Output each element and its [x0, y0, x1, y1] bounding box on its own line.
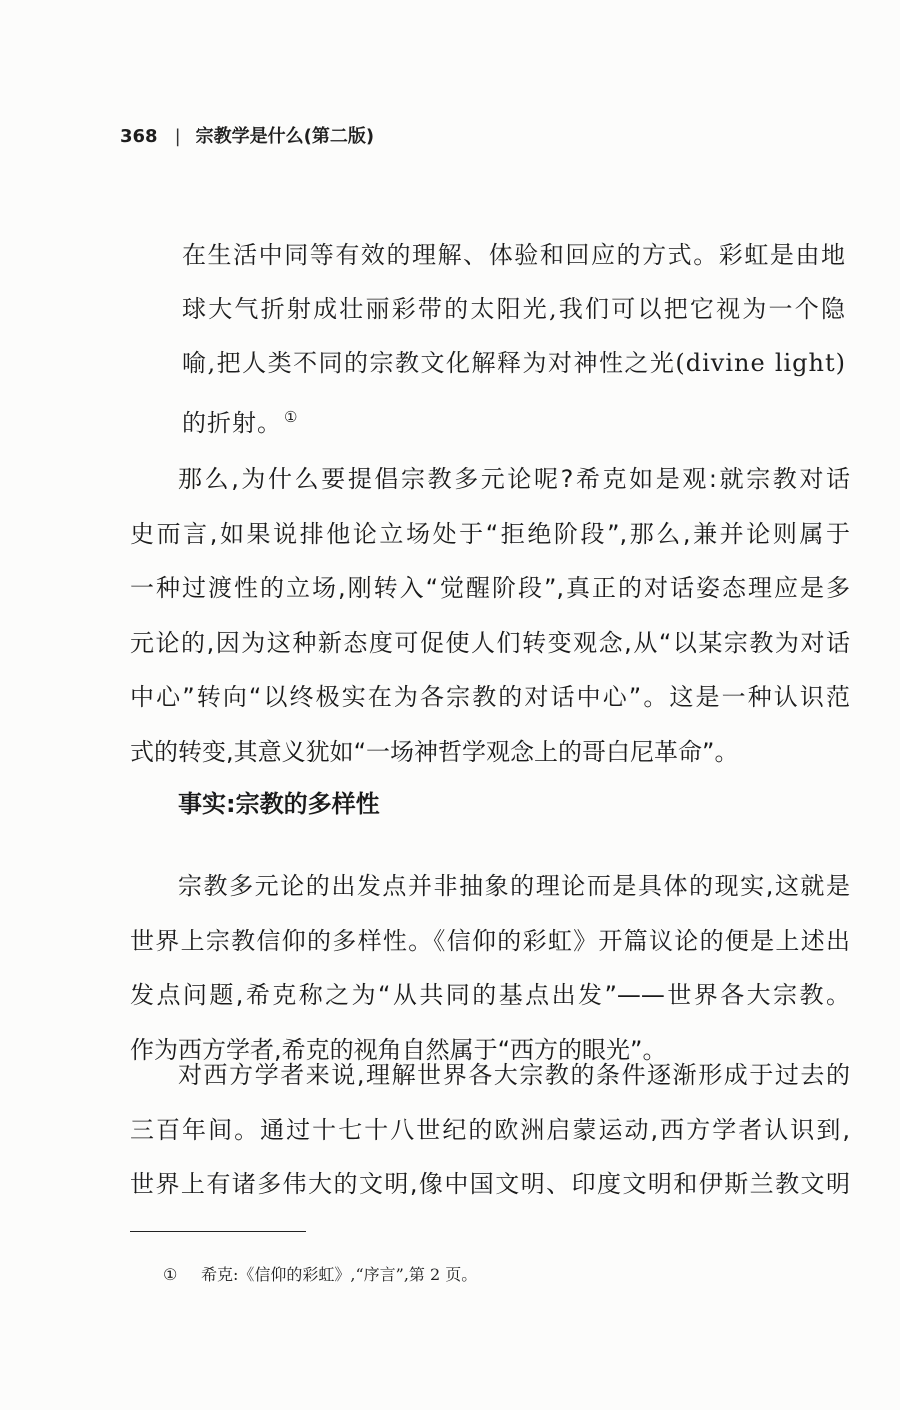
- paragraph-line: 史而言,如果说排他论立场处于“拒绝阶段”,那么,兼并论则属于: [130, 519, 850, 548]
- section-heading: 事实:宗教的多样性: [178, 790, 380, 818]
- paragraph-line: 三百年间。通过十七十八世纪的欧洲启蒙运动,西方学者认识到,: [130, 1115, 850, 1144]
- paragraph-line: 中心”转向“以终极实在为各宗教的对话中心”。这是一种认识范: [130, 683, 850, 711]
- paragraph-line: 对西方学者来说,理解世界各大宗教的条件逐渐形成于过去的: [178, 1061, 850, 1089]
- book-title: 宗教学是什么(第二版): [195, 126, 375, 147]
- quote-line: 喻,把人类不同的宗教文化解释为对神性之光(divine light): [182, 349, 846, 377]
- quote-line: 在生活中同等有效的理解、体验和回应的方式。彩虹是由地: [182, 241, 846, 269]
- paragraph-line: 元论的,因为这种新态度可促使人们转变观念,从“以某宗教为对话: [130, 628, 850, 657]
- running-header: [120, 122, 374, 148]
- quote-line-text: 的折射。: [182, 409, 282, 437]
- paragraph-line: 世界上宗教信仰的多样性。《信仰的彩虹》开篇议论的便是上述出: [130, 926, 850, 955]
- header-separator: |: [174, 126, 181, 147]
- footnote-reference[interactable]: ①: [284, 408, 299, 426]
- paragraph: [130, 1048, 850, 1212]
- footnote-mark: ①: [163, 1265, 178, 1284]
- footnote-text: 希克:《信仰的彩虹》,“序言”,第 2 页。: [201, 1265, 478, 1284]
- paragraph-line: 作为西方学者,希克的视角自然属于“西方的眼光”。: [130, 1035, 667, 1064]
- footnote: [163, 1262, 477, 1285]
- quote-line-last: [182, 390, 846, 444]
- paragraph-line: 那么,为什么要提倡宗教多元论呢?希克如是观:就宗教对话: [178, 465, 850, 493]
- block-quote: [182, 228, 846, 444]
- paragraph-line: 式的转变,其意义犹如“一场神哲学观念上的哥白尼革命”。: [130, 737, 739, 766]
- paragraph-line: 一种过渡性的立场,刚转入“觉醒阶段”,真正的对话姿态理应是多: [130, 574, 850, 602]
- footnote-divider: [130, 1231, 306, 1232]
- paragraph: [130, 859, 850, 1077]
- paragraph-line: 发点问题,希克称之为“从共同的基点出发”——世界各大宗教。: [130, 981, 850, 1009]
- page-number: 368: [120, 126, 158, 147]
- paragraph-line: 宗教多元论的出发点并非抽象的理论而是具体的现实,这就是: [178, 872, 850, 900]
- paragraph: [130, 452, 850, 779]
- paragraph-line: 世界上有诸多伟大的文明,像中国文明、印度文明和伊斯兰教文明: [130, 1170, 850, 1198]
- quote-line: 球大气折射成壮丽彩带的太阳光,我们可以把它视为一个隐: [182, 295, 846, 323]
